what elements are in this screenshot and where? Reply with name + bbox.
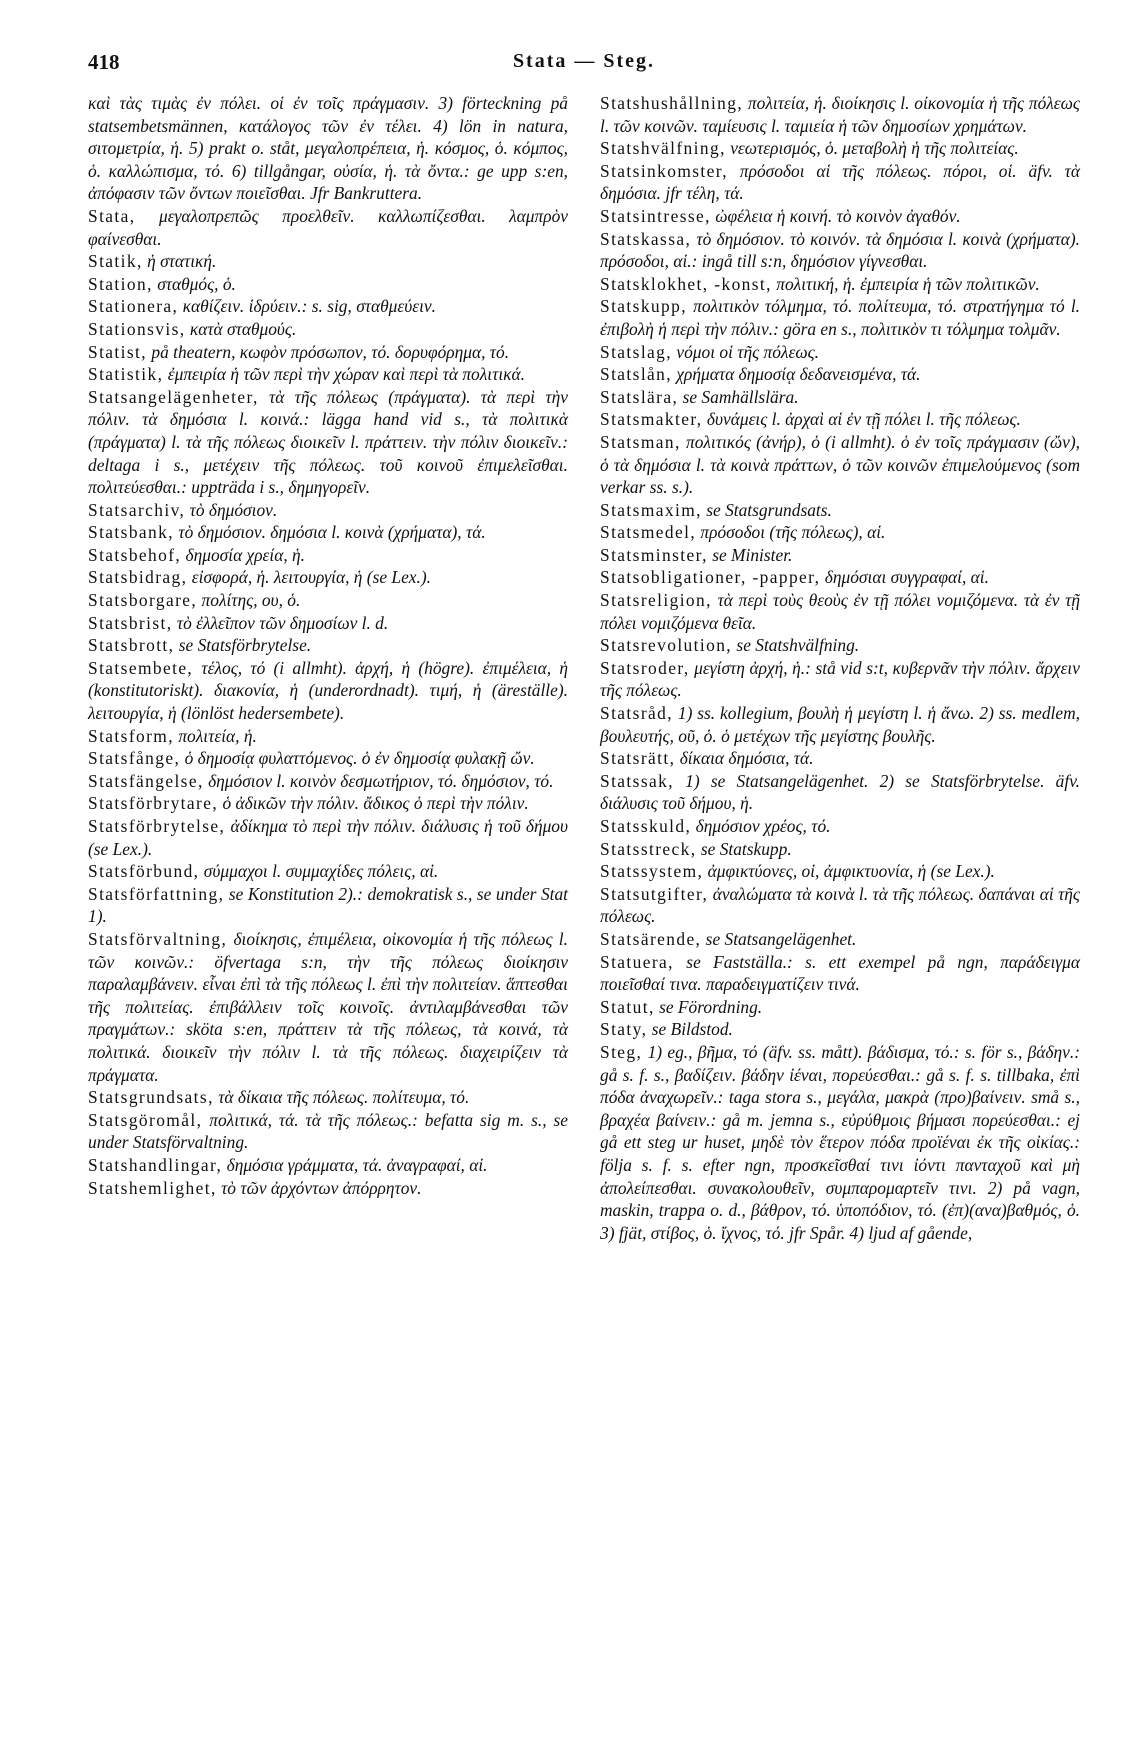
entry-definition: τὰ δίκαια τῆς πόλεως. πολίτευμα, τό. xyxy=(218,1087,470,1108)
entry-definition: δημόσια γράμματα, τά. ἀναγραφαί, αἱ. xyxy=(226,1154,488,1175)
entry-definition: εἰσφορά, ἡ. λειτουργία, ἡ (se Lex.). xyxy=(191,567,432,588)
entry-headword: Statsintresse, xyxy=(600,205,711,226)
entry-headword: Statsfånge, xyxy=(88,748,181,769)
dictionary-entry xyxy=(88,386,568,499)
dictionary-entry xyxy=(600,295,1080,340)
entry-definition: 1) eg., βῆμα, τό (äfv. ss. mått). βάδισμα, τό.: s. för s., βάδην.: gå s. f. s., βαδίζειν. βάδην ἰέναι, πορεύεσθαι.: gå s. f. s. tillbaka, ἐπὶ πόδα ἀναχωρεῖν.: taga stora s., μεγάλα, μακρὰ (προ)βαίνειν. små s., βραχέα βαίνειν.: gå m. jemna s., εὐρύθμοις βήμασι πορεύεσθαι.: ej gå ett steg ur huset, μηδὲ τὸν ἕτερον πόδα προϊέναι ἐκ τῆς οἰκίας.: följa s. f. s. efter ngn, προσκεῖσθαί τινι ἰόντι πανταχοῦ καὶ μὴ ἀπολείπεσθαι. συνακολουθεῖν, συμπαρομαρτεῖν τινι. 2) på vagn, maskin, trappa o. d., βάθρον, τό. ὑποπόδιον, τό. (ἐπ)(ανα)βαθμός, ὁ. 3) fjät, στίβος, ὁ. ἴχνος, τό. jfr Spår. 4) ljud af gående, xyxy=(600,1041,1080,1243)
page-header xyxy=(88,50,1080,92)
entry-headword: Statsreligion, xyxy=(600,590,712,611)
entry-definition: πολιτικός (ἀνήρ), ὁ (i allmht). ὁ ἐν τοῖς πράγμασιν (ὤν), ὁ τὰ δημόσια l. τὰ κοινὰ πράττων, ὁ τῶν κοινῶν ἐπιμελούμενος (som verkar ss. s.). xyxy=(600,431,1080,498)
entry-headword: Statsbrist, xyxy=(88,612,173,633)
dictionary-entry xyxy=(88,860,568,883)
entry-headword: Statsform, xyxy=(88,725,174,746)
entry-headword: Statslära, xyxy=(600,386,679,407)
entry-definition: κατὰ σταθμούς. xyxy=(189,318,297,339)
dictionary-entry xyxy=(88,341,568,364)
dictionary-entry xyxy=(88,612,568,635)
entry-definition: τὸ δημόσιον. δημόσια l. κοινὰ (χρήματα), τά. xyxy=(178,522,486,543)
dictionary-entry xyxy=(600,770,1080,815)
dictionary-entry xyxy=(600,341,1080,364)
entry-headword: Statsinkomster, xyxy=(600,160,729,181)
dictionary-entry xyxy=(88,544,568,567)
dictionary-entry xyxy=(600,499,1080,522)
entry-definition: se Samhällslära. xyxy=(682,386,799,407)
dictionary-entry xyxy=(88,499,568,522)
entry-headword: Stationsvis, xyxy=(88,318,186,339)
entry-definition: τὰ περὶ τοὺς θεοὺς ἐν τῇ πόλει νομιζόμενα. τὰ ἐν τῇ πόλει νομιζόμενα θεῖα. xyxy=(600,590,1080,633)
entry-definition: πρόσοδοι (τῆς πόλεως), αἱ. xyxy=(700,522,886,543)
entry-definition: μεγαλοπρεπῶς προελθεῖν. καλλωπίζεσθαι. λαμπρὸν φαίνεσθαι. xyxy=(88,205,568,249)
dictionary-entry xyxy=(600,1018,1080,1041)
dictionary-entry xyxy=(600,1041,1080,1244)
entry-definition: ἐμπειρία ἡ τῶν περὶ τὴν χώραν καὶ περὶ τὰ πολιτικά. xyxy=(167,364,525,385)
dictionary-entry xyxy=(600,431,1080,499)
right-column xyxy=(600,92,1080,1244)
dictionary-entry xyxy=(88,92,568,205)
entry-definition: se Bildstod. xyxy=(651,1019,733,1040)
entry-definition: se Förordning. xyxy=(659,996,763,1017)
dictionary-entry xyxy=(88,883,568,928)
entry-headword: Statsbehof, xyxy=(88,544,182,565)
entry-headword: Statsstreck, xyxy=(600,838,697,859)
entry-headword: Statsrevolution, xyxy=(600,635,733,656)
entry-headword: Statuera, xyxy=(600,951,674,972)
entry-headword: Statssak, xyxy=(600,770,674,791)
entry-headword: Statsärende, xyxy=(600,928,702,949)
entry-headword: Stationera, xyxy=(88,296,179,317)
entry-definition: καθίζειν. ἱδρύειν.: s. sig, σταθμεύειν. xyxy=(182,296,436,317)
entry-definition: μεγίστη ἀρχή, ἡ.: stå vid s:t, κυβερνᾶν τὴν πόλιν. ἄρχειν τῆς πόλεως. xyxy=(600,657,1080,701)
entry-headword: Statist, xyxy=(88,341,148,362)
page-number: 418 xyxy=(88,50,120,74)
dictionary-entry xyxy=(88,295,568,318)
entry-definition: ἀναλώματα τὰ κοινὰ l. τὰ τῆς πόλεως. δαπάναι αἱ τῆς πόλεως. xyxy=(600,883,1080,927)
entry-definition: νόμοι οἱ τῆς πόλεως. xyxy=(676,341,819,362)
columns xyxy=(88,92,1080,1244)
entry-headword: Statskassa, xyxy=(600,228,692,249)
entry-headword: Statshemlighet, xyxy=(88,1177,217,1198)
dictionary-entry xyxy=(88,273,568,296)
entry-headword: Statssystem, xyxy=(600,861,704,882)
dictionary-entry xyxy=(600,702,1080,747)
entry-definition: ἀδίκημα τὸ περὶ τὴν πόλιν. διάλυσις ἡ τοῦ δήμου (se Lex.). xyxy=(88,816,568,859)
entry-definition: δημόσιαι συγγραφαί, αἱ. xyxy=(824,567,989,588)
entry-definition: se Statsförbrytelse. xyxy=(178,635,312,656)
entry-definition: δημοσία χρεία, ἡ. xyxy=(185,544,306,565)
dictionary-entry xyxy=(88,725,568,748)
entry-definition: se Statsgrundsats. xyxy=(706,499,832,520)
entry-headword: Statsförbund, xyxy=(88,861,200,882)
entry-definition: se Statshvälfning. xyxy=(736,635,860,656)
entry-headword: Statshvälfning, xyxy=(600,138,726,159)
entry-headword: Statsman, xyxy=(600,431,681,452)
entry-headword: Statsutgifter, xyxy=(600,883,709,904)
dictionary-entry xyxy=(88,792,568,815)
dictionary-entry xyxy=(600,566,1080,589)
entry-definition: σύμμαχοι l. συμμαχίδες πόλεις, αἱ. xyxy=(203,861,439,882)
entry-definition: på theatern, κωφὸν πρόσωπον, τό. δορυφόρημα, τό. xyxy=(151,341,510,362)
entry-definition: πολιτικὸν τόλμημα, τό. πολίτευμα, τό. στρατήγημα τό l. ἐπιβολὴ ἡ περὶ τὴν πόλιν.: göra en s., πολιτικὸν τι τόλμημα τολμᾶν. xyxy=(600,296,1080,339)
entry-headword: Statsmaxim, xyxy=(600,499,702,520)
dictionary-entry xyxy=(600,883,1080,928)
entry-definition: διοίκησις, ἐπιμέλεια, οἰκονομία ἡ τῆς πόλεως l. τῶν κοινῶν.: öfvertaga s:n, τὴν τῆς πόλεως διοίκησιν παραλαμβάνειν. εἶναι ἐπὶ τὰ τῆς πόλεως l. ἐπὶ τὴν πολιτείαν. ἅπτεσθαι τῆς πολιτείας. ἐπιβάλλειν τοῖς κοινοῖς. ἀντιλαμβάνεσθαι τῶν πραγμάτων.: sköta s:en, πράττειν τὰ τῆς πόλεως, τὰ κοινά, τὰ πολιτικά. διοικεῖν τὴν πόλιν l. τὰ τῆς πόλεως. διαχειρίζειν τὰ πράγματα. xyxy=(88,928,568,1085)
entry-definition: se Konstitution 2).: demokratisk s., se under Stat 1). xyxy=(88,883,568,927)
dictionary-entry xyxy=(600,160,1080,205)
entry-definition: ὁ δημοσίᾳ φυλαττόμενος. ὁ ἐν δημοσίᾳ φυλακῇ ὤν. xyxy=(184,748,535,769)
dictionary-entry xyxy=(88,318,568,341)
entry-headword: Statsförbrytare, xyxy=(88,793,219,814)
dictionary-entry xyxy=(88,770,568,793)
dictionary-entry xyxy=(600,205,1080,228)
entry-definition: τὸ δημόσιον. xyxy=(189,499,278,520)
dictionary-entry xyxy=(600,951,1080,996)
entry-definition: ὠφέλεια ἡ κοινή. τὸ κοινὸν ἀγαθόν. xyxy=(715,205,961,226)
entry-definition: se Minister. xyxy=(712,544,793,565)
entry-headword: Statsmedel, xyxy=(600,522,697,543)
dictionary-entry xyxy=(600,996,1080,1019)
entry-headword: Statsförfattning, xyxy=(88,883,225,904)
entry-headword: Statsroder, xyxy=(600,657,690,678)
entry-definition: δημόσιον l. κοινὸν δεσμωτήριον, τό. δημόσιον, τό. xyxy=(208,770,554,791)
dictionary-entry xyxy=(600,838,1080,861)
running-head: Stata — Steg. xyxy=(512,50,656,72)
entry-headword: Statsobligationer, -papper, xyxy=(600,567,821,588)
dictionary-entry xyxy=(600,273,1080,296)
entry-headword: Statslån, xyxy=(600,364,673,385)
entry-headword: Statsminster, xyxy=(600,544,708,565)
entry-headword: Statskupp, xyxy=(600,296,687,317)
entry-headword: Statsrätt, xyxy=(600,748,676,769)
entry-headword: Statsklokhet, -konst, xyxy=(600,273,772,294)
entry-headword: Staty, xyxy=(600,1019,648,1040)
entry-definition: καὶ τὰς τιμὰς ἐν πόλει. οἱ ἐν τοῖς πράγμασιν. 3) förteckning på statsembetsmännen, κατάλογος τῶν ἐν τέλει. 4) lön in natura, σιτομετρία, ἡ. 5) prakt o. ståt, μεγαλοπρέπεια, ἡ. κόσμος, ὁ. κόμπος, ὁ. καλλώπισμα, τό. 6) tillgångar, οὐσία, ἡ. τὰ ὄντα.: ge upp s:en, ἀπόφασιν τῶν ὄντων ποιεῖσθαι. Jfr Bankruttera. xyxy=(88,93,568,204)
dictionary-entry xyxy=(88,521,568,544)
entry-definition: πολιτική, ἡ. ἐμπειρία ἡ τῶν πολιτικῶν. xyxy=(776,273,1040,294)
entry-definition: δίκαια δημόσια, τά. xyxy=(679,748,814,769)
dictionary-entry xyxy=(600,928,1080,951)
entry-headword: Statshandlingar, xyxy=(88,1154,223,1175)
entry-definition: δυνάμεις l. ἀρχαὶ αἱ ἐν τῇ πόλει l. τῆς πόλεως. xyxy=(706,409,1021,430)
entry-definition: χρήματα δημοσίᾳ δεδανεισμένα, τά. xyxy=(676,364,921,385)
entry-headword: Statsråd, xyxy=(600,703,673,724)
dictionary-entry xyxy=(88,1086,568,1109)
dictionary-entry xyxy=(600,544,1080,567)
dictionary-entry xyxy=(600,815,1080,838)
entry-headword: Statsförbrytelse, xyxy=(88,816,226,836)
entry-headword: Stata, xyxy=(88,205,136,226)
dictionary-entry xyxy=(600,408,1080,431)
entry-headword: Statsbrott, xyxy=(88,635,175,656)
dictionary-entry xyxy=(600,363,1080,386)
dictionary-entry xyxy=(600,521,1080,544)
entry-headword: Statsgöromål, xyxy=(88,1109,203,1130)
entry-definition: ἀμφικτύονες, οἱ, ἀμφικτυονία, ἡ (se Lex.). xyxy=(707,861,995,882)
dictionary-entry xyxy=(88,589,568,612)
entry-definition: πολίτης, ου, ὁ. xyxy=(201,590,301,611)
entry-definition: 1) se Statsangelägenhet. 2) se Statsförbrytelse. äfv. διάλυσις τοῦ δήμου, ἡ. xyxy=(600,770,1080,814)
entry-definition: ὁ ἀδικῶν τὴν πόλιν. ἄδικος ὁ περὶ τὴν πόλιν. xyxy=(222,793,529,814)
dictionary-entry xyxy=(600,92,1080,137)
dictionary-entry xyxy=(88,657,568,725)
entry-headword: Statistik, xyxy=(88,364,164,385)
dictionary-entry xyxy=(600,747,1080,770)
entry-definition: se Fastställa.: s. ett exempel på ngn, παράδειγμα ποιεῖσθαί τινα. παραδειγματίζειν τινά. xyxy=(600,951,1080,995)
entry-headword: Statsskuld, xyxy=(600,816,692,836)
entry-definition: 1) ss. kollegium, βουλὴ ἡ μεγίστη l. ἡ ἄνω. 2) ss. medlem, βουλευτής, οῦ, ὁ. ὁ μετέχων τῆς μεγίστης βουλῆς. xyxy=(600,703,1080,746)
dictionary-entry xyxy=(88,250,568,273)
entry-headword: Statsförvaltning, xyxy=(88,928,228,949)
dictionary-entry xyxy=(600,137,1080,160)
entry-definition: τὰ τῆς πόλεως (πράγματα). τὰ περὶ τὴν πόλιν. τὰ δημόσια l. κοινά.: lägga hand vid s., τὰ πολιτικὰ (πράγματα) l. τὰ τῆς πόλεως διοικεῖν l. πράττειν. τὴν πόλιν διοικεῖν.: deltaga i s., μετέχειν τῆς πόλεως. τοῦ κοινοῦ ἐπιμελεῖσθαι. πολιτεύεσθαι.: uppträda i s., δημηγορεῖν. xyxy=(88,386,568,498)
entry-definition: σταθμός, ὁ. xyxy=(157,273,236,294)
entry-headword: Statsarchiv, xyxy=(88,499,186,520)
dictionary-entry xyxy=(88,1177,568,1200)
dictionary-entry xyxy=(88,634,568,657)
entry-definition: τὸ τῶν ἀρχόντων ἀπόρρητον. xyxy=(221,1177,422,1198)
entry-headword: Statsmakter, xyxy=(600,409,703,430)
entry-definition: δημόσιον χρέος, τό. xyxy=(695,816,831,836)
entry-definition: πρόσοδοι αἱ τῆς πόλεως. πόροι, οἱ. äfv. τὰ δημόσια. jfr τέλη, τά. xyxy=(600,160,1080,204)
entry-definition: τὸ ἐλλεῖπον τῶν δημοσίων l. d. xyxy=(176,612,389,633)
entry-headword: Statsgrundsats, xyxy=(88,1087,214,1108)
entry-definition: se Statskupp. xyxy=(700,838,792,859)
entry-definition: νεωτερισμός, ὁ. μεταβολὴ ἡ τῆς πολιτείας. xyxy=(730,138,1019,159)
entry-definition: τέλος, τό (i allmht). ἀρχή, ἡ (högre). ἐπιμέλεια, ἡ (konstitutoriskt). διακονία, ἡ (underordnadt). τιμή, ἡ (äreställe). λειτουργία, ἡ (lönlöst hedersembete). xyxy=(88,657,568,724)
entry-headword: Statsborgare, xyxy=(88,590,198,611)
dictionary-entry xyxy=(600,657,1080,702)
entry-definition: πολιτεία, ἡ. διοίκησις l. οἰκονομία ἡ τῆς πόλεως l. τῶν κοινῶν. ταμίευσις l. ταμιεία ἡ τῶν δημοσίων χρημάτων. xyxy=(600,93,1080,136)
entry-headword: Statsangelägenheter, xyxy=(88,386,259,407)
dictionary-entry xyxy=(88,566,568,589)
entry-headword: Statslag, xyxy=(600,341,673,362)
entry-definition: ἡ στατική. xyxy=(147,251,217,272)
entry-headword: Statsfängelse, xyxy=(88,770,204,791)
entry-headword: Station, xyxy=(88,273,153,294)
entry-definition: τὸ δημόσιον. τὸ κοινόν. τὰ δημόσια l. κοινὰ (χρήματα). πρόσοδοι, αἱ.: ingå till s:n, δημόσιον γίγνεσθαι. xyxy=(600,228,1080,272)
dictionary-entry xyxy=(600,589,1080,634)
dictionary-entry xyxy=(88,747,568,770)
entry-definition: πολιτεία, ἡ. xyxy=(178,725,257,746)
dictionary-entry xyxy=(600,228,1080,273)
left-column xyxy=(88,92,568,1244)
entry-headword: Statsbidrag, xyxy=(88,567,188,588)
entry-headword: Statik, xyxy=(88,251,143,272)
entry-headword: Statut, xyxy=(600,996,655,1017)
entry-definition: se Statsangelägenhet. xyxy=(705,928,857,949)
entry-headword: Steg, xyxy=(600,1041,643,1062)
dictionary-entry xyxy=(88,363,568,386)
entry-headword: Statsbank, xyxy=(88,522,174,543)
dictionary-entry xyxy=(88,928,568,1086)
dictionary-entry xyxy=(600,386,1080,409)
dictionary-entry xyxy=(600,634,1080,657)
entry-definition: πολιτικά, τά. τὰ τῆς πόλεως.: befatta sig m. s., se under Statsförvaltning. xyxy=(88,1109,568,1153)
dictionary-entry xyxy=(88,205,568,250)
entry-headword: Statshushållning, xyxy=(600,93,744,113)
entry-headword: Statsembete, xyxy=(88,657,194,678)
dictionary-entry xyxy=(600,860,1080,883)
dictionary-entry xyxy=(88,1154,568,1177)
dictionary-entry xyxy=(88,1109,568,1154)
dictionary-entry xyxy=(88,815,568,860)
